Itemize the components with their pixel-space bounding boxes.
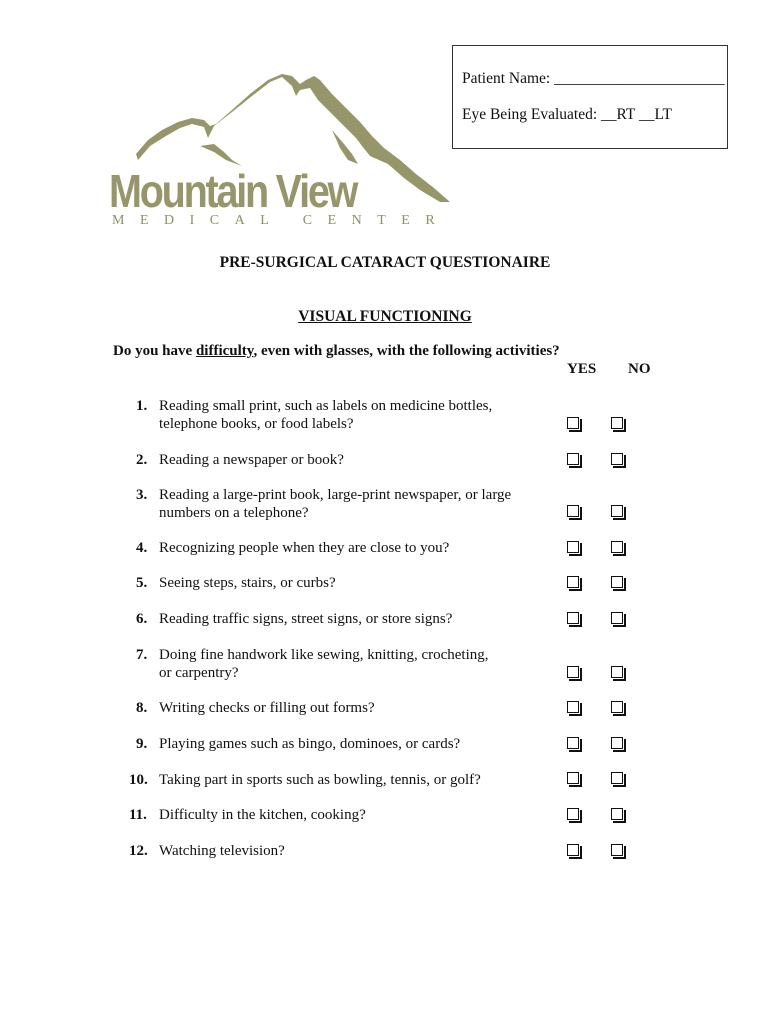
question-3 — [136, 486, 536, 522]
q9-no-checkbox[interactable] — [611, 737, 623, 749]
question-number: 12. — [129, 843, 148, 859]
question-number: 10. — [129, 772, 148, 788]
question-prompt — [113, 343, 560, 360]
form-title: PRE-SURGICAL CATARACT QUESTIONAIRE — [219, 254, 551, 271]
q5-no-checkbox[interactable] — [611, 576, 623, 588]
column-yes-header: YES — [567, 361, 597, 377]
question-text-line1: Doing fine handwork like sewing, knitting, crocheting, — [159, 647, 489, 663]
question-text-line1: Watching television? — [159, 843, 285, 859]
question-1 — [136, 397, 536, 433]
question-10 — [129, 771, 536, 789]
q2-yes-checkbox[interactable] — [567, 453, 579, 465]
question-text-line1: Recognizing people when they are close to you? — [159, 540, 450, 556]
q3-no-checkbox[interactable] — [611, 505, 623, 517]
question-text-line2: or carpentry? — [159, 665, 239, 681]
section-heading-text: VISUAL FUNCTIONING — [298, 308, 472, 325]
q12-yes-checkbox[interactable] — [567, 844, 579, 856]
q4-no-checkbox[interactable] — [611, 541, 623, 553]
question-number: 7. — [136, 647, 148, 663]
q1-yes-checkbox[interactable] — [567, 417, 579, 429]
question-number: 11. — [129, 807, 147, 823]
prompt-emphasis: difficulty — [195, 343, 254, 359]
question-text-line1: Writing checks or filling out forms? — [159, 700, 375, 716]
q9-yes-checkbox[interactable] — [567, 737, 579, 749]
question-9 — [136, 735, 536, 753]
question-text-line1: Reading a newspaper or book? — [159, 452, 344, 468]
mountain-view-logo — [104, 74, 454, 236]
section-heading — [0, 308, 770, 326]
question-text-line1: Reading traffic signs, street signs, or store signs? — [159, 611, 453, 627]
q7-yes-checkbox[interactable] — [567, 666, 579, 678]
question-7 — [136, 646, 536, 682]
question-text-line1: Reading a large-print book, large-print newspaper, or large — [159, 487, 512, 503]
prompt-before: Do you have — [113, 343, 196, 359]
q7-no-checkbox[interactable] — [611, 666, 623, 678]
question-number: 6. — [136, 611, 148, 627]
question-2 — [136, 451, 536, 469]
q10-yes-checkbox[interactable] — [567, 772, 579, 784]
question-4 — [136, 539, 536, 557]
question-number: 4. — [136, 540, 148, 556]
question-12 — [129, 842, 536, 860]
question-text-line1: Taking part in sports such as bowling, tennis, or golf? — [159, 772, 481, 788]
question-11 — [129, 806, 536, 824]
question-text-line1: Playing games such as bingo, dominoes, or cards? — [159, 736, 461, 752]
column-no-header: NO — [628, 361, 651, 377]
question-number: 2. — [136, 452, 148, 468]
q5-yes-checkbox[interactable] — [567, 576, 579, 588]
q2-no-checkbox[interactable] — [611, 453, 623, 465]
question-text-line1: Reading small print, such as labels on medicine bottles, — [159, 398, 493, 414]
q3-yes-checkbox[interactable] — [567, 505, 579, 517]
q10-no-checkbox[interactable] — [611, 772, 623, 784]
question-number: 3. — [136, 487, 148, 503]
question-text-line2: telephone books, or food labels? — [159, 416, 354, 432]
question-8 — [136, 699, 536, 717]
question-number: 9. — [136, 736, 148, 752]
patient-info-box — [452, 45, 728, 149]
q4-yes-checkbox[interactable] — [567, 541, 579, 553]
logo-subtitle: MEDICAL CENTER — [112, 213, 451, 228]
eye-evaluated-field[interactable]: Eye Being Evaluated: __RT __LT — [462, 106, 673, 123]
prompt-after: , even with glasses, with the following activities? — [253, 343, 560, 359]
question-number: 5. — [136, 575, 148, 591]
question-text-line1: Difficulty in the kitchen, cooking? — [159, 807, 366, 823]
q11-no-checkbox[interactable] — [611, 808, 623, 820]
q6-yes-checkbox[interactable] — [567, 612, 579, 624]
logo-name: Mountain View — [109, 165, 357, 217]
q8-yes-checkbox[interactable] — [567, 701, 579, 713]
patient-name-field[interactable]: Patient Name: ______________________ — [462, 70, 725, 87]
q8-no-checkbox[interactable] — [611, 701, 623, 713]
q1-no-checkbox[interactable] — [611, 417, 623, 429]
question-text-line1: Seeing steps, stairs, or curbs? — [159, 575, 336, 591]
q12-no-checkbox[interactable] — [611, 844, 623, 856]
question-number: 1. — [136, 398, 148, 414]
q6-no-checkbox[interactable] — [611, 612, 623, 624]
q11-yes-checkbox[interactable] — [567, 808, 579, 820]
question-number: 8. — [136, 700, 148, 716]
question-text-line2: numbers on a telephone? — [159, 505, 309, 521]
question-5 — [136, 574, 536, 592]
question-6 — [136, 610, 536, 628]
